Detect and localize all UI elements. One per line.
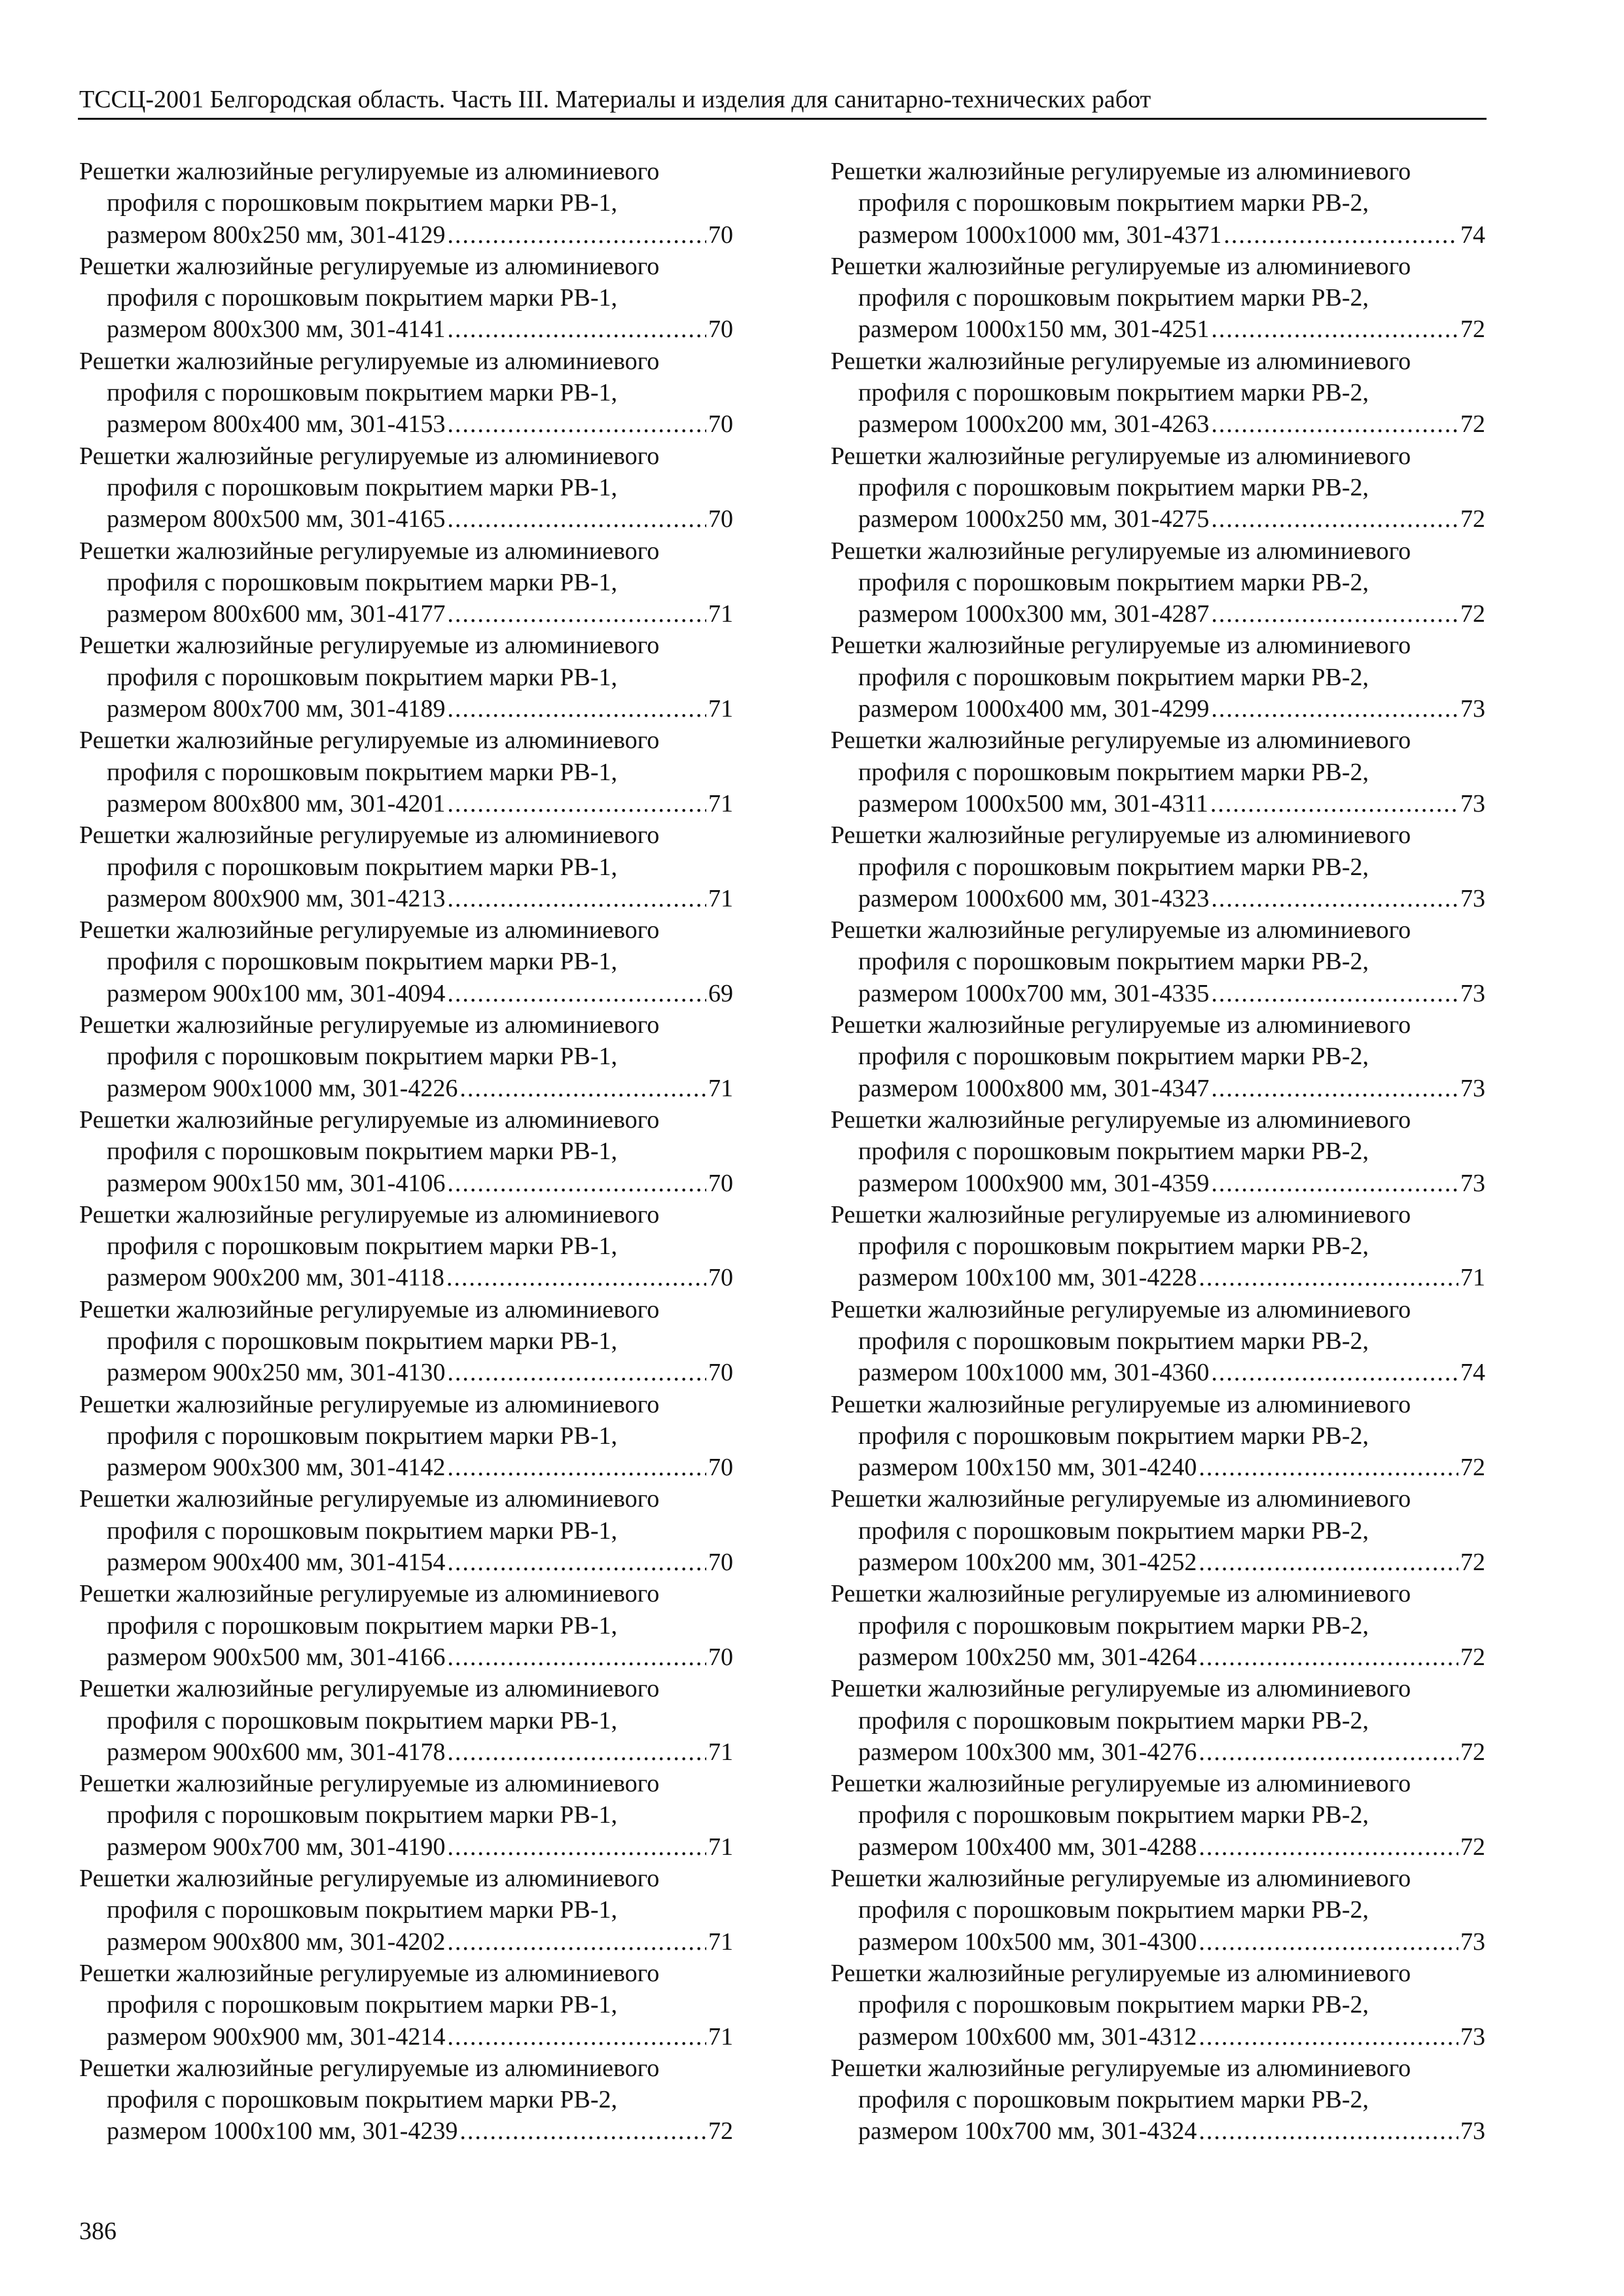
dot-leader <box>1199 1736 1458 1768</box>
entry-line-2: профиля с порошковым покрытием марки РВ-2, <box>858 1991 1369 2019</box>
dot-leader <box>1211 1357 1458 1388</box>
entry-page-number: 70 <box>708 1264 733 1292</box>
index-entry <box>831 1294 1485 1389</box>
entry-line-3 <box>831 1926 1485 1958</box>
entry-line-3 <box>79 1073 733 1104</box>
index-entry <box>831 346 1485 440</box>
entry-line-3 <box>831 2021 1485 2053</box>
entry-page-number: 73 <box>1460 1169 1485 1197</box>
index-entry <box>79 914 733 1009</box>
dot-leader <box>1211 978 1458 1009</box>
index-entry <box>831 1199 1485 1294</box>
entry-line-3 <box>79 1736 733 1768</box>
entry-size-code: размером 800х500 мм, 301-4165 <box>107 505 446 533</box>
entry-size-code: размером 100х100 мм, 301-4228 <box>858 1264 1197 1292</box>
index-entry <box>831 1958 1485 2053</box>
entry-line-1: Решетки жалюзийные регулируемые из алюминиевого <box>79 2054 660 2082</box>
dot-leader <box>447 1736 706 1768</box>
index-entry <box>831 1483 1485 1578</box>
entry-line-3 <box>79 883 733 914</box>
entry-page-number: 71 <box>708 1074 733 1102</box>
entry-size-code: размером 800х400 мм, 301-4153 <box>107 410 446 439</box>
index-entry <box>79 1294 733 1389</box>
entry-line-2: профиля с порошковым покрытием марки РВ-1, <box>107 853 618 881</box>
entry-line-2: профиля с порошковым покрытием марки РВ-1, <box>107 1327 618 1355</box>
entry-page-number: 70 <box>708 1549 733 1577</box>
entry-line-1: Решетки жалюзийные регулируемые из алюминиевого <box>79 1485 660 1513</box>
entry-line-3 <box>79 598 733 630</box>
running-header: ТССЦ-2001 Белгородская область. Часть III. Материалы и изделия для санитарно-технических работ <box>79 86 1151 113</box>
dot-leader <box>447 219 706 251</box>
entry-line-3 <box>831 693 1485 725</box>
entry-size-code: размером 100х200 мм, 301-4252 <box>858 1549 1197 1577</box>
entry-size-code: размером 900х400 мм, 301-4154 <box>107 1549 446 1577</box>
entry-line-3 <box>79 1926 733 1958</box>
dot-leader <box>1199 2115 1458 2147</box>
entry-page-number: 71 <box>708 789 733 817</box>
entry-line-2: профиля с порошковым покрытием марки РВ-2, <box>858 568 1369 596</box>
entry-line-1: Решетки жалюзийные регулируемые из алюминиевого <box>831 158 1411 185</box>
entry-page-number: 71 <box>708 600 733 628</box>
entry-size-code: размером 100х700 мм, 301-4324 <box>858 2117 1197 2145</box>
entry-line-2: профиля с порошковым покрытием марки РВ-2, <box>858 1138 1369 1166</box>
entry-line-2: профиля с порошковым покрытием марки РВ-1, <box>107 1991 618 2019</box>
entry-size-code: размером 900х900 мм, 301-4214 <box>107 2022 446 2051</box>
entry-line-2: профиля с порошковым покрытием марки РВ-2, <box>858 663 1369 691</box>
index-entry <box>79 1483 733 1578</box>
entry-line-2: профиля с порошковым покрытием марки РВ-1, <box>107 663 618 691</box>
entry-line-2: профиля с порошковым покрытием марки РВ-1, <box>107 1232 618 1261</box>
dot-leader <box>460 1073 706 1104</box>
entry-line-2: профиля с порошковым покрытием марки РВ-1, <box>107 568 618 596</box>
entry-size-code: размером 1000х250 мм, 301-4275 <box>858 505 1210 533</box>
index-entry <box>831 1863 1485 1958</box>
index-entry <box>831 725 1485 819</box>
entry-line-1: Решетки жалюзийные регулируемые из алюминиевого <box>831 1011 1411 1039</box>
entry-line-1: Решетки жалюзийные регулируемые из алюминиевого <box>79 442 660 470</box>
index-entry <box>79 1673 733 1768</box>
entry-line-1: Решетки жалюзийные регулируемые из алюминиевого <box>831 1770 1411 1798</box>
index-entry <box>79 1578 733 1673</box>
dot-leader <box>1210 788 1458 819</box>
entry-size-code: размером 1000х400 мм, 301-4299 <box>858 695 1210 723</box>
index-entry <box>79 1199 733 1294</box>
entry-page-number: 71 <box>708 695 733 723</box>
entry-line-2: профиля с порошковым покрытием марки РВ-1, <box>107 758 618 786</box>
dot-leader <box>1223 219 1458 251</box>
entry-size-code: размером 800х800 мм, 301-4201 <box>107 789 446 817</box>
entry-line-2: профиля с порошковым покрытием марки РВ-2, <box>858 948 1369 976</box>
entry-line-2: профиля с порошковым покрытием марки РВ-2, <box>858 1706 1369 1734</box>
index-column-left <box>79 156 733 2147</box>
entry-line-1: Решетки жалюзийные регулируемые из алюминиевого <box>831 1865 1411 1893</box>
entry-line-2: профиля с порошковым покрытием марки РВ-1, <box>107 1138 618 1166</box>
index-entry <box>831 1389 1485 1484</box>
dot-leader <box>447 693 706 725</box>
entry-line-3 <box>831 788 1485 819</box>
entry-line-3 <box>831 883 1485 914</box>
index-entry <box>79 1958 733 2053</box>
entry-page-number: 72 <box>1460 1454 1485 1482</box>
entry-page-number: 73 <box>1460 2022 1485 2051</box>
entry-line-1: Решетки жалюзийные регулируемые из алюминиевого <box>79 1580 660 1608</box>
entry-page-number: 73 <box>1460 979 1485 1007</box>
dot-leader <box>1211 693 1458 725</box>
entry-size-code: размером 1000х500 мм, 301-4311 <box>858 789 1208 817</box>
index-entry <box>831 914 1485 1009</box>
entry-page-number: 72 <box>1460 315 1485 344</box>
entry-line-2: профиля с порошковым покрытием марки РВ-1, <box>107 284 618 312</box>
dot-leader <box>447 1452 706 1483</box>
entry-line-1: Решетки жалюзийные регулируемые из алюминиевого <box>79 158 660 185</box>
entry-size-code: размером 100х400 мм, 301-4288 <box>858 1833 1197 1861</box>
entry-line-2: профиля с порошковым покрытием марки РВ-1, <box>107 1611 618 1640</box>
dot-leader <box>447 1926 706 1958</box>
entry-line-1: Решетки жалюзийные регулируемые из алюминиевого <box>79 1295 660 1323</box>
entry-line-3 <box>831 1736 1485 1768</box>
entry-line-3 <box>831 598 1485 630</box>
dot-leader <box>460 2115 706 2147</box>
entry-page-number: 72 <box>1460 505 1485 533</box>
entry-line-3 <box>79 1831 733 1863</box>
entry-page-number: 72 <box>1460 1643 1485 1671</box>
index-entry <box>831 2053 1485 2147</box>
entry-page-number: 70 <box>708 1454 733 1482</box>
index-entry <box>831 630 1485 725</box>
entry-line-3 <box>79 1547 733 1578</box>
entry-line-3 <box>79 408 733 440</box>
entry-page-number: 69 <box>708 979 733 1007</box>
index-entry <box>79 440 733 535</box>
entry-line-1: Решетки жалюзийные регулируемые из алюминиевого <box>79 1770 660 1798</box>
entry-line-2: профиля с порошковым покрытием марки РВ-2, <box>858 2086 1369 2114</box>
entry-line-1: Решетки жалюзийные регулируемые из алюминиевого <box>831 1390 1411 1418</box>
entry-page-number: 73 <box>1460 789 1485 817</box>
index-entry <box>79 1009 733 1104</box>
entry-line-1: Решетки жалюзийные регулируемые из алюминиевого <box>831 1959 1411 1987</box>
dot-leader <box>447 883 706 914</box>
entry-line-3 <box>79 2115 733 2147</box>
dot-leader <box>1211 598 1458 630</box>
entry-line-2: профиля с порошковым покрытием марки РВ-1, <box>107 189 618 217</box>
entry-line-2: профиля с порошковым покрытием марки РВ-1, <box>107 1043 618 1071</box>
entry-page-number: 72 <box>1460 600 1485 628</box>
entry-line-2: профиля с порошковым покрытием марки РВ-2, <box>858 284 1369 312</box>
entry-line-1: Решетки жалюзийные регулируемые из алюминиевого <box>79 632 660 660</box>
entry-line-2: профиля с порошковым покрытием марки РВ-1, <box>107 1896 618 1924</box>
dot-leader <box>447 1547 706 1578</box>
entry-line-1: Решетки жалюзийные регулируемые из алюминиевого <box>831 916 1411 944</box>
dot-leader <box>1199 2021 1458 2053</box>
entry-line-2: профиля с порошковым покрытием марки РВ-1, <box>107 379 618 407</box>
entry-line-3 <box>79 1357 733 1388</box>
entry-page-number: 72 <box>708 2117 733 2145</box>
entry-line-3 <box>831 1073 1485 1104</box>
index-entry <box>79 1768 733 1863</box>
entry-line-2: профиля с порошковым покрытием марки РВ-2, <box>858 1516 1369 1545</box>
entry-line-3 <box>79 1452 733 1483</box>
entry-page-number: 71 <box>708 2022 733 2051</box>
entry-page-number: 73 <box>1460 695 1485 723</box>
index-entry <box>79 630 733 725</box>
entry-line-3 <box>831 2115 1485 2147</box>
entry-line-2: профиля с порошковым покрытием марки РВ-2, <box>107 2086 618 2114</box>
dot-leader <box>1199 1831 1458 1863</box>
entry-line-1: Решетки жалюзийные регулируемые из алюминиевого <box>831 632 1411 660</box>
entry-size-code: размером 800х900 мм, 301-4213 <box>107 884 446 912</box>
index-entry <box>831 819 1485 914</box>
index-entry <box>79 725 733 819</box>
entry-line-1: Решетки жалюзийные регулируемые из алюминиевого <box>79 537 660 565</box>
entry-page-number: 70 <box>708 410 733 439</box>
entry-page-number: 72 <box>1460 1738 1485 1766</box>
entry-page-number: 73 <box>1460 884 1485 912</box>
entry-line-3 <box>79 219 733 251</box>
entry-size-code: размером 800х700 мм, 301-4189 <box>107 695 446 723</box>
entry-line-1: Решетки жалюзийные регулируемые из алюминиевого <box>79 1865 660 1893</box>
entry-line-2: профиля с порошковым покрытием марки РВ-2, <box>858 853 1369 881</box>
entry-line-3 <box>831 503 1485 535</box>
entry-line-3 <box>79 2021 733 2053</box>
entry-line-2: профиля с порошковым покрытием марки РВ-1, <box>107 1801 618 1829</box>
index-entry <box>79 1389 733 1484</box>
entry-size-code: размером 100х250 мм, 301-4264 <box>858 1643 1197 1671</box>
dot-leader <box>1211 1073 1458 1104</box>
entry-line-1: Решетки жалюзийные регулируемые из алюминиевого <box>79 1200 660 1229</box>
dot-leader <box>1199 1547 1458 1578</box>
entry-page-number: 70 <box>708 315 733 344</box>
entry-line-2: профиля с порошковым покрытием марки РВ-1, <box>107 1516 618 1545</box>
entry-line-1: Решетки жалюзийные регулируемые из алюминиевого <box>79 1959 660 1987</box>
entry-line-2: профиля с порошковым покрытием марки РВ-2, <box>858 1611 1369 1640</box>
entry-size-code: размером 900х1000 мм, 301-4226 <box>107 1074 458 1102</box>
entry-page-number: 71 <box>708 1928 733 1956</box>
dot-leader <box>447 408 706 440</box>
entry-line-3 <box>831 1831 1485 1863</box>
entry-size-code: размером 900х300 мм, 301-4142 <box>107 1454 446 1482</box>
index-entry <box>79 156 733 251</box>
entry-size-code: размером 900х100 мм, 301-4094 <box>107 979 446 1007</box>
entry-page-number: 71 <box>708 884 733 912</box>
entry-page-number: 72 <box>1460 1833 1485 1861</box>
entry-size-code: размером 800х250 мм, 301-4129 <box>107 221 446 249</box>
entry-line-1: Решетки жалюзийные регулируемые из алюминиевого <box>79 821 660 850</box>
index-entry <box>79 535 733 630</box>
entry-line-1: Решетки жалюзийные регулируемые из алюминиевого <box>831 347 1411 375</box>
dot-leader <box>1211 1168 1458 1199</box>
dot-leader <box>447 788 706 819</box>
dot-leader <box>447 1357 706 1388</box>
entry-line-2: профиля с порошковым покрытием марки РВ-2, <box>858 1801 1369 1829</box>
entry-page-number: 70 <box>708 221 733 249</box>
entry-line-1: Решетки жалюзийные регулируемые из алюминиевого <box>831 1675 1411 1703</box>
entry-line-1: Решетки жалюзийные регулируемые из алюминиевого <box>831 252 1411 280</box>
entry-line-2: профиля с порошковым покрытием марки РВ-2, <box>858 379 1369 407</box>
index-entry <box>831 1673 1485 1768</box>
entry-line-1: Решетки жалюзийные регулируемые из алюминиевого <box>831 442 1411 470</box>
entry-line-3 <box>79 503 733 535</box>
entry-line-2: профиля с порошковым покрытием марки РВ-2, <box>858 473 1369 501</box>
index-entry <box>831 440 1485 535</box>
entry-line-3 <box>79 1641 733 1673</box>
entry-line-3 <box>831 408 1485 440</box>
dot-leader <box>1199 1641 1458 1673</box>
index-entry <box>79 251 733 346</box>
entry-line-1: Решетки жалюзийные регулируемые из алюминиевого <box>79 252 660 280</box>
index-column-right <box>831 156 1485 2147</box>
entry-size-code: размером 100х1000 мм, 301-4360 <box>858 1359 1210 1387</box>
entry-line-3 <box>831 978 1485 1009</box>
entry-line-1: Решетки жалюзийные регулируемые из алюминиевого <box>831 1105 1411 1134</box>
entry-line-2: профиля с порошковым покрытием марки РВ-1, <box>107 948 618 976</box>
entry-size-code: размером 1000х700 мм, 301-4335 <box>858 979 1210 1007</box>
entry-size-code: размером 1000х150 мм, 301-4251 <box>858 315 1210 344</box>
entry-line-1: Решетки жалюзийные регулируемые из алюминиевого <box>831 1485 1411 1513</box>
entry-page-number: 73 <box>1460 2117 1485 2145</box>
entry-line-3 <box>79 1262 733 1293</box>
entry-line-1: Решетки жалюзийные регулируемые из алюминиевого <box>831 537 1411 565</box>
entry-page-number: 70 <box>708 1643 733 1671</box>
entry-page-number: 72 <box>1460 1549 1485 1577</box>
index-entry <box>831 1768 1485 1863</box>
entry-line-3 <box>831 1168 1485 1199</box>
entry-line-3 <box>79 314 733 345</box>
index-entry <box>831 1009 1485 1104</box>
entry-line-3 <box>79 788 733 819</box>
entry-page-number: 73 <box>1460 1928 1485 1956</box>
dot-leader <box>447 598 706 630</box>
entry-line-1: Решетки жалюзийные регулируемые из алюминиевого <box>79 1105 660 1134</box>
entry-line-3 <box>79 978 733 1009</box>
dot-leader <box>446 1262 706 1293</box>
entry-line-1: Решетки жалюзийные регулируемые из алюминиевого <box>831 2054 1411 2082</box>
entry-line-3 <box>831 1262 1485 1293</box>
entry-line-3 <box>79 693 733 725</box>
dot-leader <box>1211 408 1458 440</box>
entry-line-2: профиля с порошковым покрытием марки РВ-1, <box>107 473 618 501</box>
entry-line-2: профиля с порошковым покрытием марки РВ-2, <box>858 1896 1369 1924</box>
entry-page-number: 70 <box>708 1359 733 1387</box>
index-entry <box>831 1578 1485 1673</box>
entry-line-2: профиля с порошковым покрытием марки РВ-2, <box>858 1422 1369 1450</box>
entry-size-code: размером 800х600 мм, 301-4177 <box>107 600 446 628</box>
index-entry <box>79 1104 733 1199</box>
entry-size-code: размером 1000х1000 мм, 301-4371 <box>858 221 1222 249</box>
index-entry <box>831 156 1485 251</box>
entry-line-2: профиля с порошковым покрытием марки РВ-1, <box>107 1422 618 1450</box>
dot-leader <box>447 1168 706 1199</box>
entry-size-code: размером 100х150 мм, 301-4240 <box>858 1454 1197 1482</box>
index-entry <box>79 819 733 914</box>
entry-size-code: размером 1000х800 мм, 301-4347 <box>858 1074 1210 1102</box>
entry-size-code: размером 1000х900 мм, 301-4359 <box>858 1169 1210 1197</box>
index-entry <box>831 1104 1485 1199</box>
entry-line-2: профиля с порошковым покрытием марки РВ-1, <box>107 1706 618 1734</box>
entry-line-1: Решетки жалюзийные регулируемые из алюминиевого <box>831 821 1411 850</box>
entry-line-3 <box>831 1547 1485 1578</box>
entry-line-3 <box>79 1168 733 1199</box>
entry-line-1: Решетки жалюзийные регулируемые из алюминиевого <box>79 1675 660 1703</box>
dot-leader <box>1211 314 1458 345</box>
entry-line-2: профиля с порошковым покрытием марки РВ-2, <box>858 1327 1369 1355</box>
entry-size-code: размером 900х600 мм, 301-4178 <box>107 1738 446 1766</box>
entry-line-2: профиля с порошковым покрытием марки РВ-2, <box>858 1043 1369 1071</box>
entry-line-1: Решетки жалюзийные регулируемые из алюминиевого <box>79 916 660 944</box>
entry-page-number: 74 <box>1460 1359 1485 1387</box>
entry-page-number: 73 <box>1460 1074 1485 1102</box>
entry-line-3 <box>831 314 1485 345</box>
index-entry <box>831 251 1485 346</box>
entry-size-code: размером 900х150 мм, 301-4106 <box>107 1169 446 1197</box>
dot-leader <box>447 1641 706 1673</box>
dot-leader <box>1199 1262 1458 1293</box>
entry-size-code: размером 1000х200 мм, 301-4263 <box>858 410 1210 439</box>
entry-size-code: размером 100х500 мм, 301-4300 <box>858 1928 1197 1956</box>
entry-page-number: 70 <box>708 505 733 533</box>
entry-size-code: размером 800х300 мм, 301-4141 <box>107 315 446 344</box>
entry-line-1: Решетки жалюзийные регулируемые из алюминиевого <box>79 1390 660 1418</box>
entry-line-1: Решетки жалюзийные регулируемые из алюминиевого <box>831 726 1411 755</box>
dot-leader <box>447 978 706 1009</box>
entry-page-number: 70 <box>708 1169 733 1197</box>
entry-size-code: размером 1000х300 мм, 301-4287 <box>858 600 1210 628</box>
dot-leader <box>1199 1452 1458 1483</box>
index-entry <box>79 2053 733 2147</box>
entry-size-code: размером 900х800 мм, 301-4202 <box>107 1928 446 1956</box>
dot-leader <box>1199 1926 1458 1958</box>
index-entry <box>79 346 733 440</box>
entry-line-1: Решетки жалюзийные регулируемые из алюминиевого <box>831 1200 1411 1229</box>
dot-leader <box>447 1831 706 1863</box>
entry-size-code: размером 900х700 мм, 301-4190 <box>107 1833 446 1861</box>
entry-line-3 <box>831 1641 1485 1673</box>
dot-leader <box>447 503 706 535</box>
header-rule <box>78 118 1487 120</box>
entry-size-code: размером 100х600 мм, 301-4312 <box>858 2022 1197 2051</box>
dot-leader <box>447 314 706 345</box>
entry-size-code: размером 100х300 мм, 301-4276 <box>858 1738 1197 1766</box>
dot-leader <box>1211 503 1458 535</box>
entry-size-code: размером 900х500 мм, 301-4166 <box>107 1643 446 1671</box>
entry-line-3 <box>831 219 1485 251</box>
index-entry <box>79 1863 733 1958</box>
index-entry <box>831 535 1485 630</box>
entry-line-1: Решетки жалюзийные регулируемые из алюминиевого <box>79 347 660 375</box>
entry-size-code: размером 900х250 мм, 301-4130 <box>107 1359 446 1387</box>
entry-line-1: Решетки жалюзийные регулируемые из алюминиевого <box>79 726 660 755</box>
entry-line-3 <box>831 1357 1485 1388</box>
entry-line-2: профиля с порошковым покрытием марки РВ-2, <box>858 189 1369 217</box>
entry-page-number: 71 <box>1460 1264 1485 1292</box>
dot-leader <box>447 2021 706 2053</box>
entry-page-number: 71 <box>708 1738 733 1766</box>
entry-line-2: профиля с порошковым покрытием марки РВ-2, <box>858 758 1369 786</box>
entry-line-1: Решетки жалюзийные регулируемые из алюминиевого <box>79 1011 660 1039</box>
entry-line-2: профиля с порошковым покрытием марки РВ-2, <box>858 1232 1369 1261</box>
entry-line-3 <box>831 1452 1485 1483</box>
entry-size-code: размером 900х200 мм, 301-4118 <box>107 1264 444 1292</box>
entry-line-1: Решетки жалюзийные регулируемые из алюминиевого <box>831 1580 1411 1608</box>
entry-page-number: 72 <box>1460 410 1485 439</box>
entry-size-code: размером 1000х600 мм, 301-4323 <box>858 884 1210 912</box>
entry-line-1: Решетки жалюзийные регулируемые из алюминиевого <box>831 1295 1411 1323</box>
entry-size-code: размером 1000х100 мм, 301-4239 <box>107 2117 458 2145</box>
entry-page-number: 74 <box>1460 221 1485 249</box>
page-number: 386 <box>79 2217 117 2245</box>
entry-page-number: 71 <box>708 1833 733 1861</box>
dot-leader <box>1211 883 1458 914</box>
